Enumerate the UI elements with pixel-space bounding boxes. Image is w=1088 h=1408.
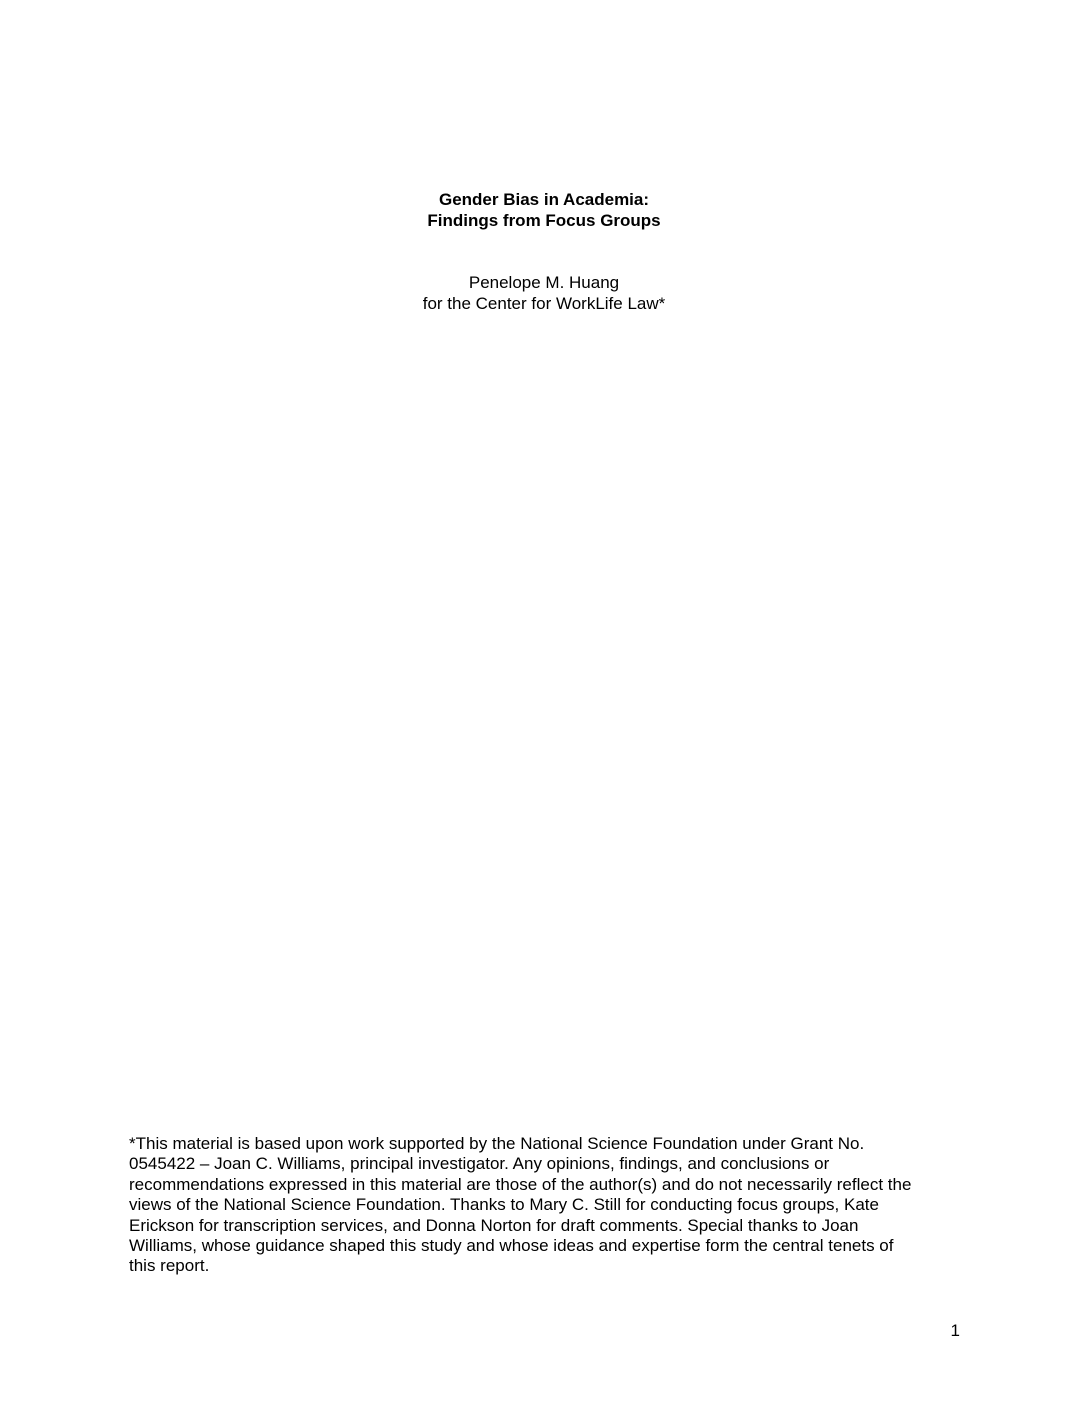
footnote (129, 1134, 969, 1277)
author-name: Penelope M. Huang (468, 273, 620, 292)
footnote-line: Williams, whose guidance shaped this study and whose ideas and expertise form the central tenets of (129, 1236, 894, 1256)
footnote-line: *This material is based upon work supported by the National Science Foundation under Grant No. (129, 1134, 865, 1153)
title-line-2: Findings from Focus Groups (427, 211, 661, 230)
footnote-line: recommendations expressed in this material are those of the author(s) and do not necessarily reflect the (129, 1174, 912, 1194)
footnote-line: 0545422 – Joan C. Williams, principal investigator. Any opinions, findings, and conclusions or (129, 1154, 830, 1174)
footnote-line: views of the National Science Foundation. Thanks to Mary C. Still for conducting focus groups, Kate (129, 1195, 879, 1215)
page-number: 1 (950, 1321, 960, 1340)
author-block (0, 272, 1088, 314)
author-affiliation: for the Center for WorkLife Law* (422, 294, 666, 313)
document-title (0, 189, 1088, 231)
title-line-1: Gender Bias in Academia: (438, 190, 650, 209)
footnote-line: Erickson for transcription services, and Donna Norton for draft comments. Special thanks to Joan (129, 1215, 859, 1235)
footnote-line: this report. (129, 1256, 210, 1276)
